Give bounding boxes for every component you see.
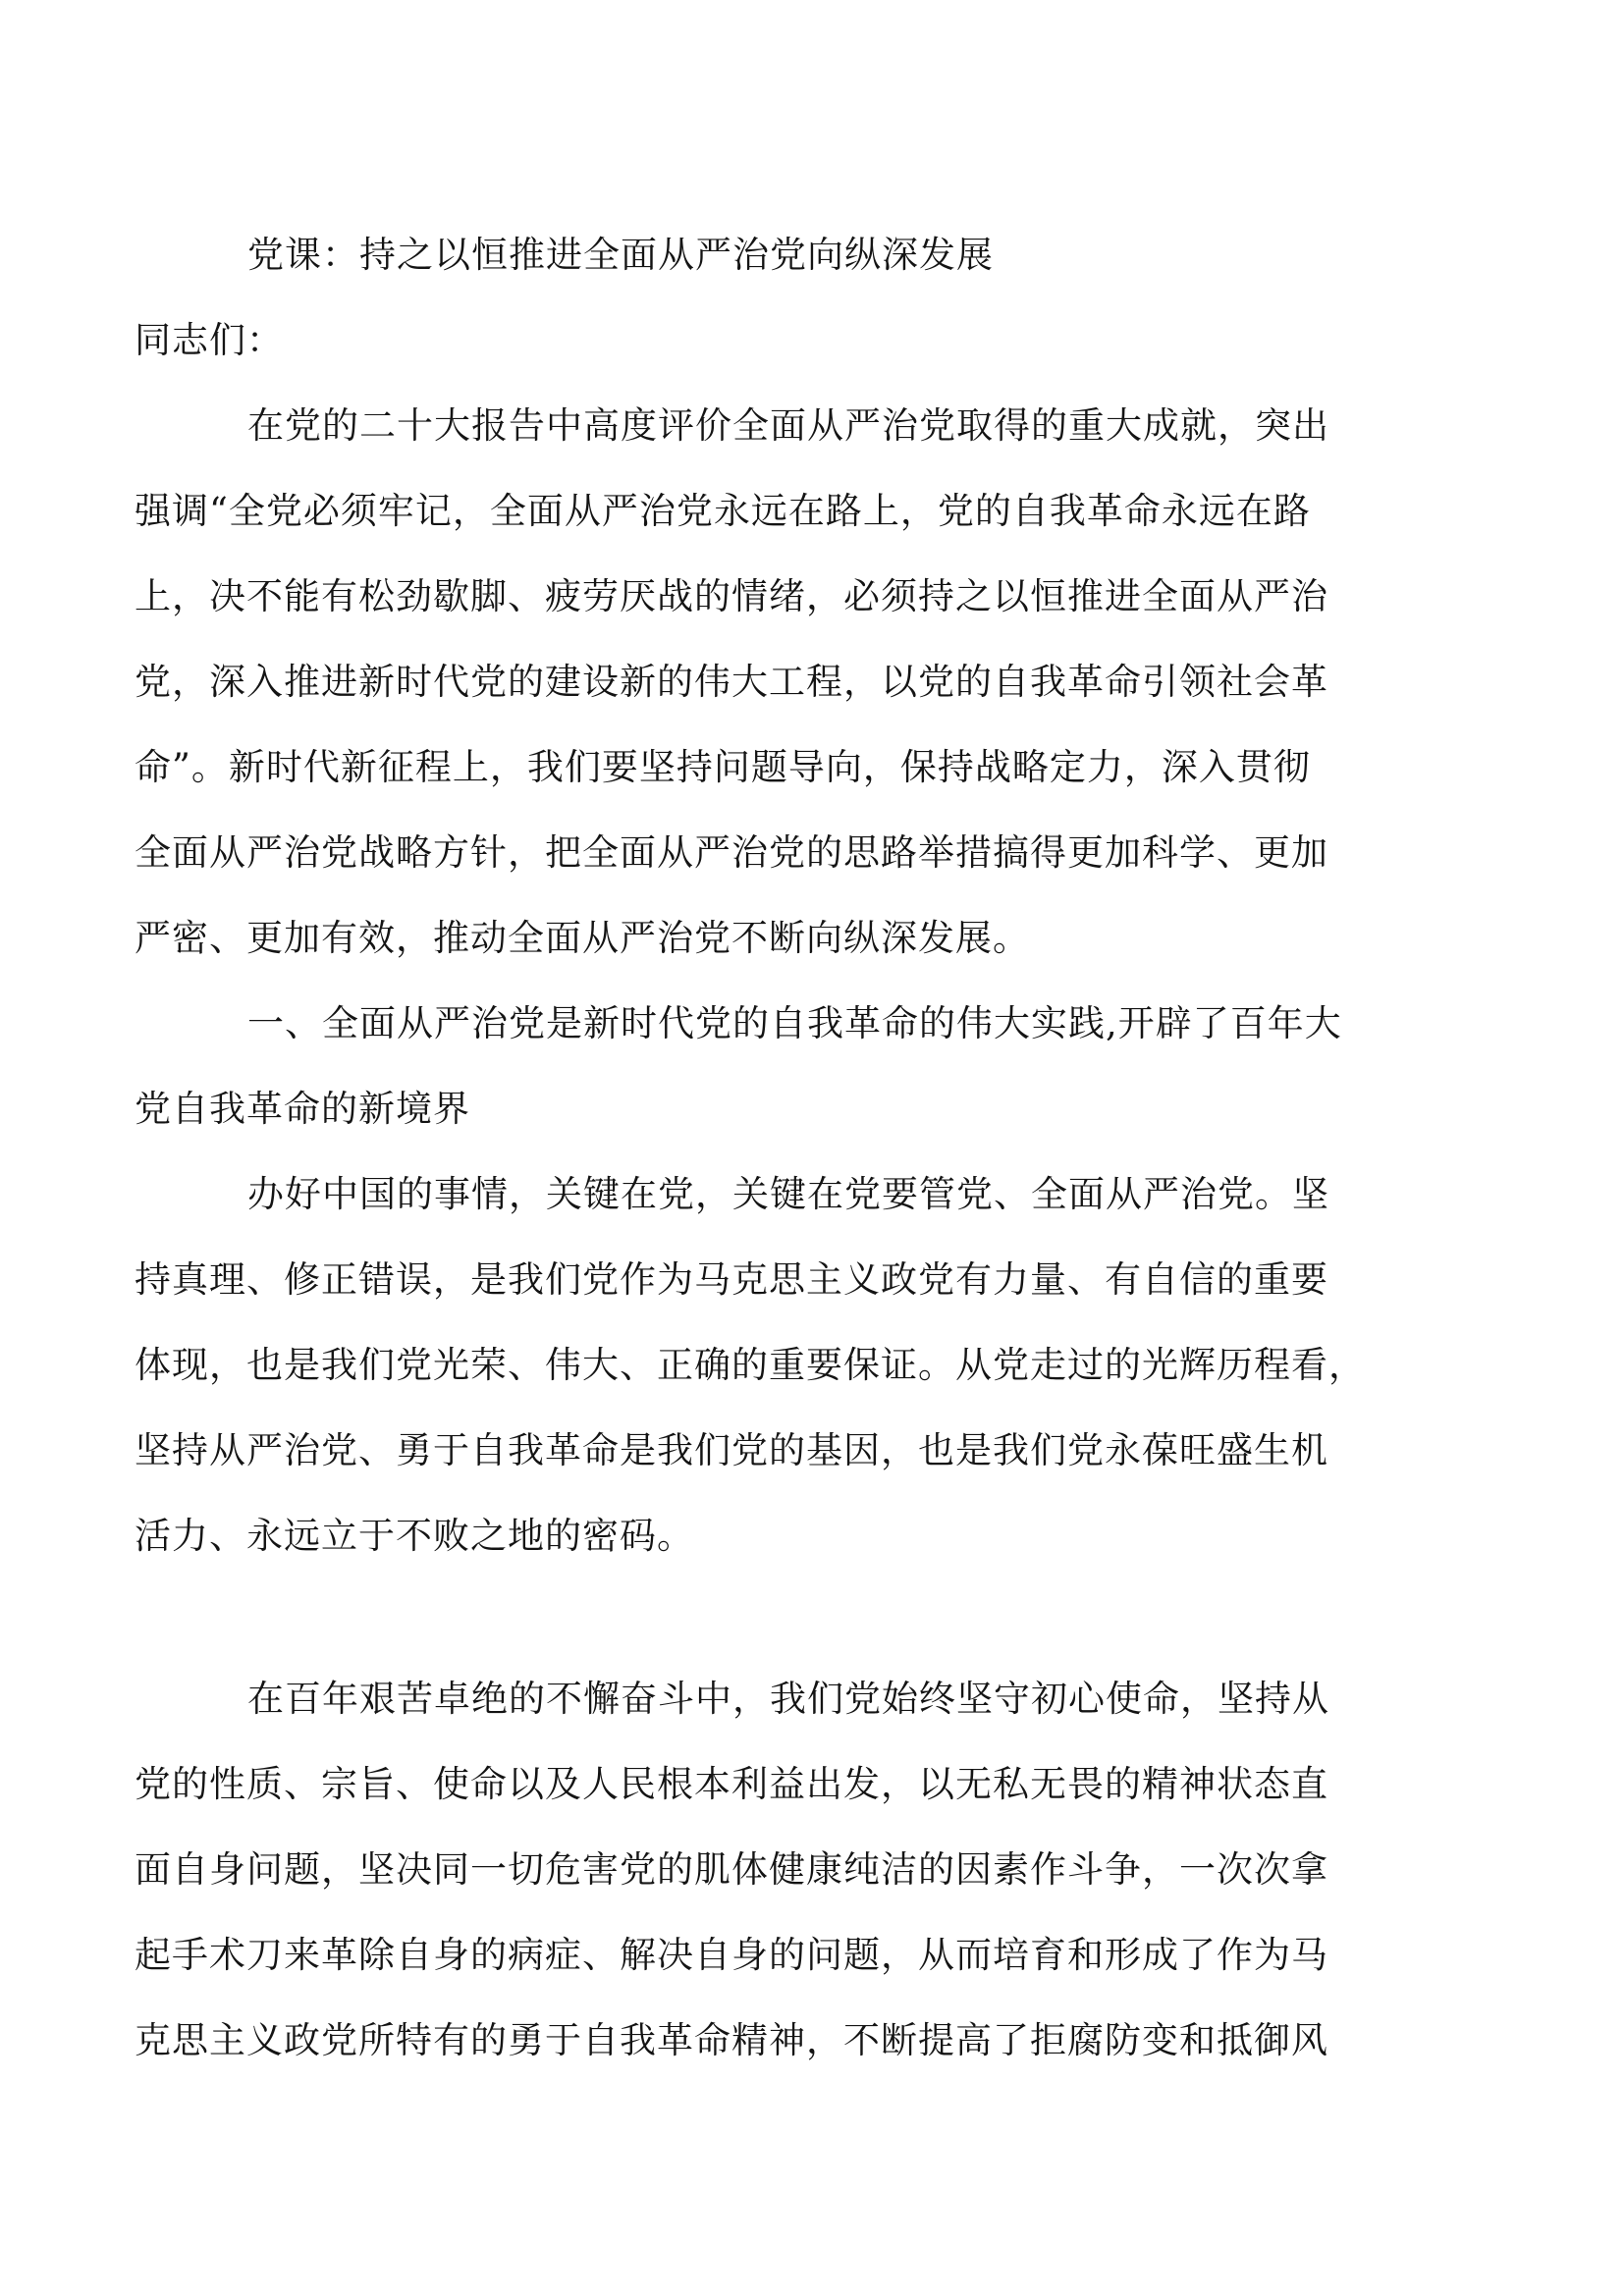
text-line: 克思主义政党所特有的勇于自我革命精神，不断提高了拒腐防变和抵御风: [135, 2019, 1328, 2061]
document-title: 党课：持之以恒推进全面从严治党向纵深发展: [247, 234, 994, 276]
text-line: 活力、永远立于不败之地的密码。: [135, 1515, 694, 1557]
salutation: 同志们：: [135, 319, 284, 361]
text-line: 在党的二十大报告中高度评价全面从严治党取得的重大成就，突出: [247, 404, 1329, 447]
text-line: 上，决不能有松劲歇脚、疲劳厌战的情绪，必须持之以恒推进全面从严治: [135, 575, 1328, 617]
text-line: 持真理、修正错误，是我们党作为马克思主义政党有力量、有自信的重要: [135, 1258, 1328, 1301]
text-line: 在百年艰苦卓绝的不懈奋斗中，我们党始终坚守初心使命，坚持从: [247, 1678, 1329, 1720]
section-heading-line: 党自我革命的新境界: [135, 1088, 470, 1130]
text-line: 起手术刀来革除自身的病症、解决自身的问题，从而培育和形成了作为马: [135, 1934, 1328, 1976]
text-line: 党，深入推进新时代党的建设新的伟大工程，以党的自我革命引领社会革: [135, 661, 1328, 703]
text-line: 坚持从严治党、勇于自我革命是我们党的基因，也是我们党永葆旺盛生机: [135, 1429, 1328, 1471]
text-line: 强调“全党必须牢记，全面从严治党永远在路上，党的自我革命永远在路: [135, 490, 1311, 532]
text-line: 体现，也是我们党光荣、伟大、正确的重要保证。从党走过的光辉历程看，: [135, 1344, 1366, 1386]
text-line: 面自身问题，坚决同一切危害党的肌体健康纯洁的因素作斗争，一次次拿: [135, 1848, 1328, 1891]
text-line: 党的性质、宗旨、使命以及人民根本利益出发，以无私无畏的精神状态直: [135, 1763, 1328, 1805]
text-line: 办好中国的事情，关键在党，关键在党要管党、全面从严治党。坚: [247, 1173, 1329, 1215]
text-line: 全面从严治党战略方针，把全面从严治党的思路举措搞得更加科学、更加: [135, 831, 1328, 874]
text-line: 严密、更加有效，推动全面从严治党不断向纵深发展。: [135, 917, 1030, 959]
section-heading-line: 一、全面从严治党是新时代党的自我革命的伟大实践,开辟了百年大: [247, 1002, 1342, 1044]
text-line: 命”。新时代新征程上，我们要坚持问题导向，保持战略定力，深入贯彻: [135, 746, 1311, 788]
